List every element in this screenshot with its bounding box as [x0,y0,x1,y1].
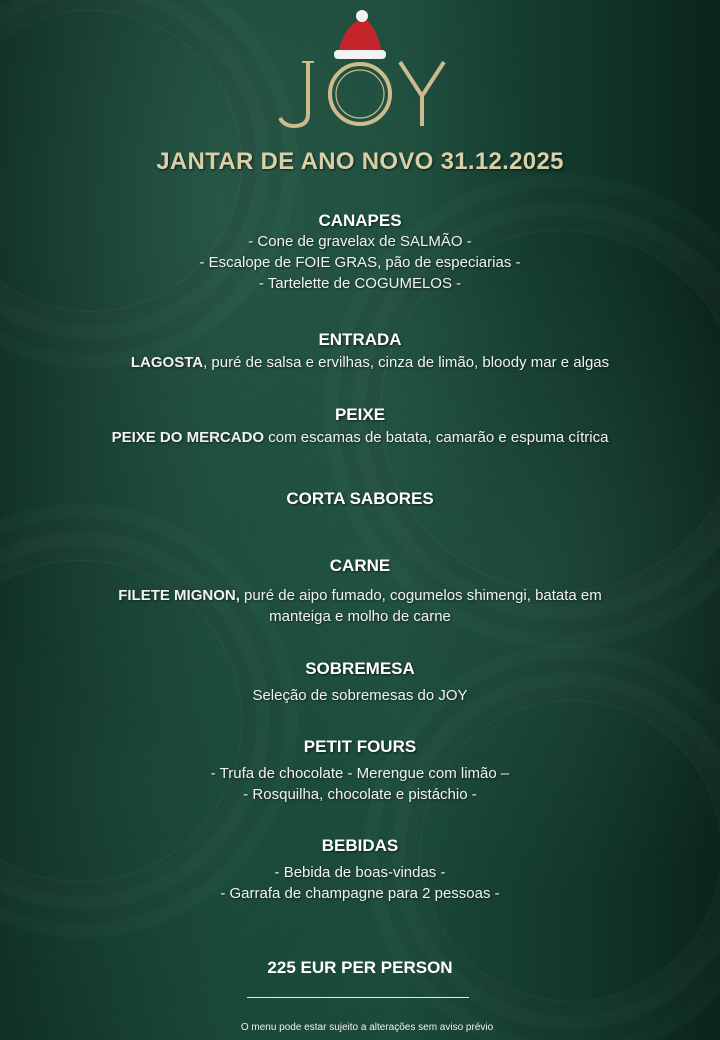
joy-logo [260,2,460,132]
section-canapes [0,211,720,294]
menu-item: - Rosquilha, chocolate e pistáchio - [243,786,477,803]
menu-item: - Garrafa de champagne para 2 pessoas - [220,885,500,902]
menu-item [0,352,720,373]
menu-item: Seleção de sobremesas do JOY [252,687,468,704]
section-petit-fours [0,737,720,805]
dish-description: , puré de salsa e ervilhas, cinza de limão, bloody mar e algas [203,354,610,371]
menu-item: - Trufa de chocolate - Merengue com limão – [210,765,510,782]
menu-item: manteiga e molho de carne [269,608,451,625]
section-heading: SOBREMESA [305,659,415,678]
section-heading: BEBIDAS [321,836,399,855]
dish-description: com escamas de batata, camarão e espuma cítrica [264,429,609,446]
dish-name: FILETE MIGNON, [118,587,240,604]
section-heading: PEIXE [334,405,386,424]
price: 225 EUR PER PERSON [267,958,453,977]
section-peixe [0,405,720,448]
menu-item [0,585,720,606]
section-bebidas [0,836,720,904]
menu-item: - Cone de gravelax de SALMÃO - [248,233,472,250]
section-sobremesa [0,659,720,706]
section-heading: PETIT FOURS [303,737,417,756]
section-carne [0,556,720,627]
dish-name: LAGOSTA [130,354,204,371]
menu-item: - Tartelette de COGUMELOS - [258,275,462,292]
svg-text:JOY: JOY [358,129,362,131]
menu-item: - Escalope de FOIE GRAS, pão de especiarias - [199,254,521,271]
divider [247,997,469,998]
section-heading: CARNE [329,556,391,575]
dish-description: puré de aipo fumado, cogumelos shimengi, batata em [239,587,602,604]
dish-name: PEIXE DO MERCADO [111,429,265,446]
menu-title: JANTAR DE ANO NOVO 31.12.2025 [156,148,564,175]
section-heading: CORTA SABORES [286,489,434,508]
santa-hat-icon [338,18,382,54]
section-entrada [0,330,720,373]
section-heading: ENTRADA [318,330,402,349]
menu-item [0,427,720,448]
section-corta-sabores [0,489,720,509]
menu-item: - Bebida de boas-vindas - [274,864,446,881]
section-heading: CANAPES [318,211,402,230]
disclaimer: O menu pode estar sujeito a alterações sem aviso prévio [240,1022,494,1033]
